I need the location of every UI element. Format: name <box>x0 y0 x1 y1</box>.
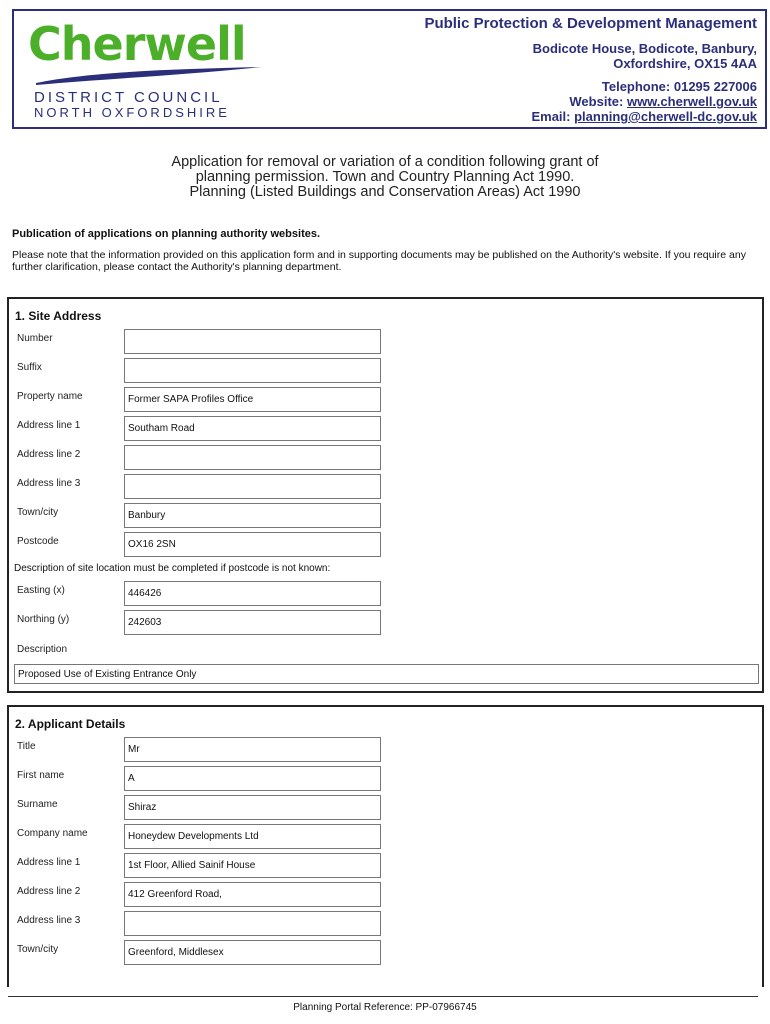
address-line-3-field[interactable] <box>124 474 381 499</box>
postcode-field[interactable]: OX16 2SN <box>124 532 381 557</box>
field-label: Town/city <box>17 944 59 955</box>
northing-field[interactable]: 242603 <box>124 610 381 635</box>
description-field[interactable]: Proposed Use of Existing Entrance Only <box>14 664 759 684</box>
field-label: Address line 2 <box>17 449 81 460</box>
field-label: Surname <box>17 799 58 810</box>
field-label: Address line 2 <box>17 886 81 897</box>
field-label: Description <box>17 644 68 655</box>
email-link[interactable]: planning@cherwell-dc.gov.uk <box>574 109 757 124</box>
applicant-address-line-3-field[interactable] <box>124 911 381 936</box>
surname-field[interactable]: Shiraz <box>124 795 381 820</box>
department-title: Public Protection & Development Management <box>424 15 757 32</box>
field-label: Company name <box>17 828 88 839</box>
logo-swoosh-icon <box>34 65 264 87</box>
first-name-field[interactable]: A <box>124 766 381 791</box>
field-label: Easting (x) <box>17 585 65 596</box>
town-city-field[interactable]: Banbury <box>124 503 381 528</box>
field-label: Suffix <box>17 362 42 373</box>
publication-heading: Publication of applications on planning authority websites. <box>12 228 321 240</box>
footer-divider <box>8 996 758 997</box>
section-title: 1. Site Address <box>15 309 102 323</box>
footer-reference: Planning Portal Reference: PP-07966745 <box>293 1002 477 1013</box>
site-address-section <box>7 297 764 693</box>
field-label: Address line 3 <box>17 915 81 926</box>
applicant-details-section <box>7 705 764 987</box>
title-field[interactable]: Mr <box>124 737 381 762</box>
easting-field[interactable]: 446426 <box>124 581 381 606</box>
field-label: Title <box>17 741 36 752</box>
logo-north-oxfordshire: NORTH OXFORDSHIRE <box>34 105 230 120</box>
title-line: Application for removal or variation of a condition following grant of <box>171 154 599 170</box>
property-name-field[interactable]: Former SAPA Profiles Office <box>124 387 381 412</box>
publication-text: Please note that the information provided on this application form and in supporting documents may be published on the Authority's website. If you require any further clarification, please contact the Authority's planning department. <box>12 249 746 273</box>
email-label: Email: <box>531 109 575 124</box>
telephone: Telephone: 01295 227006 <box>601 79 757 94</box>
section-title: 2. Applicant Details <box>15 717 126 731</box>
applicant-address-line-1-field[interactable]: 1st Floor, Allied Sainif House <box>124 853 381 878</box>
field-label: Town/city <box>17 507 59 518</box>
address-line-2-field[interactable] <box>124 445 381 470</box>
cherwell-logo: Cherwell <box>28 17 246 71</box>
title-line: planning permission. Town and Country Planning Act 1990. <box>195 169 575 185</box>
address-line-1-field[interactable]: Southam Road <box>124 416 381 441</box>
document-title <box>0 155 770 200</box>
applicant-town-city-field[interactable]: Greenford, Middlesex <box>124 940 381 965</box>
field-label: Address line 1 <box>17 420 81 431</box>
address-line-2: Oxfordshire, OX15 4AA <box>613 56 757 71</box>
letterhead <box>12 9 767 129</box>
number-field[interactable] <box>124 329 381 354</box>
location-note: Description of site location must be completed if postcode is not known: <box>14 563 331 574</box>
field-label: Address line 1 <box>17 857 81 868</box>
applicant-address-line-2-field[interactable]: 412 Greenford Road, <box>124 882 381 907</box>
field-label: Property name <box>17 391 83 402</box>
field-label: Address line 3 <box>17 478 81 489</box>
company-name-field[interactable]: Honeydew Developments Ltd <box>124 824 381 849</box>
field-label: Northing (y) <box>17 614 70 625</box>
address-line-1: Bodicote House, Bodicote, Banbury, <box>532 41 757 56</box>
logo-district-council: DISTRICT COUNCIL <box>34 89 223 106</box>
title-line: Planning (Listed Buildings and Conservation Areas) Act 1990 <box>189 184 581 200</box>
suffix-field[interactable] <box>124 358 381 383</box>
field-label: First name <box>17 770 65 781</box>
website-label: Website: <box>569 94 627 109</box>
field-label: Number <box>17 333 53 344</box>
field-label: Postcode <box>17 536 59 547</box>
website-link[interactable]: www.cherwell.gov.uk <box>626 94 757 109</box>
email-line <box>531 109 757 124</box>
website-line <box>569 94 757 109</box>
